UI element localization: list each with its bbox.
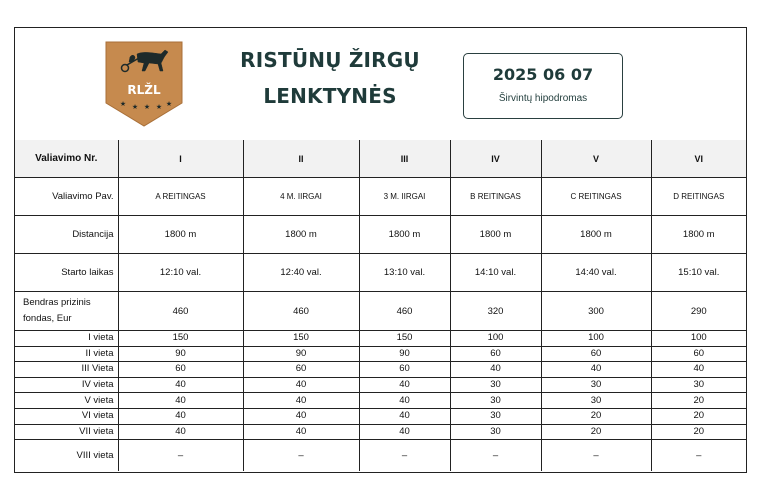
harness-racing-logo (105, 41, 183, 127)
table-row-start-time (15, 254, 746, 292)
sheet-header (15, 28, 746, 141)
table-cell: 20 (651, 393, 746, 409)
table-cell: 12:40 val. (243, 254, 359, 292)
table-cell: 90 (359, 346, 450, 362)
logo-text: RLŽL (127, 83, 161, 97)
table-row-place-6 (15, 408, 746, 424)
table-cell: – (118, 440, 243, 472)
column-header: V (541, 140, 651, 178)
event-date: 2025 06 07 (492, 65, 594, 84)
table-cell: 40 (118, 393, 243, 409)
table-row-race-name (15, 178, 746, 216)
table-cell: 40 (243, 377, 359, 393)
table-row-place-5 (15, 393, 746, 409)
table-header-row (15, 140, 746, 178)
table-cell: 30 (450, 408, 541, 424)
table-cell: 1800 m (541, 216, 651, 254)
table-row-place-8 (15, 440, 746, 472)
column-header: VI (651, 140, 746, 178)
table-cell: – (651, 440, 746, 472)
table-cell: 90 (243, 346, 359, 362)
table-cell: A REITINGAS (118, 178, 243, 216)
svg-text:★: ★ (131, 103, 139, 111)
table-cell: C REITINGAS (541, 178, 651, 216)
row-label: I vieta (15, 331, 118, 347)
table-cell: 15:10 val. (651, 254, 746, 292)
table-cell: 460 (243, 292, 359, 331)
table-cell: – (450, 440, 541, 472)
table-cell: 40 (359, 424, 450, 440)
table-cell: – (243, 440, 359, 472)
table-row-prize-fund (15, 292, 746, 331)
table-cell: 1800 m (651, 216, 746, 254)
table-cell: 40 (359, 393, 450, 409)
table-cell: 20 (651, 408, 746, 424)
row-label: V vieta (15, 393, 118, 409)
column-header: I (118, 140, 243, 178)
table-cell: 30 (450, 393, 541, 409)
table-cell: 30 (541, 377, 651, 393)
table-cell: 4 M. IIRGAI (243, 178, 359, 216)
table-row-place-2 (15, 346, 746, 362)
table-cell: 14:10 val. (450, 254, 541, 292)
table-cell: B REITINGAS (450, 178, 541, 216)
table-cell: 40 (450, 362, 541, 378)
table-row-place-4 (15, 377, 746, 393)
row-label: III Vieta (15, 362, 118, 378)
row-label: VII vieta (15, 424, 118, 440)
table-cell: 100 (651, 331, 746, 347)
table-row-place-7 (15, 424, 746, 440)
table-cell: 290 (651, 292, 746, 331)
table-cell: – (359, 440, 450, 472)
table-cell: 40 (118, 424, 243, 440)
table-cell: 150 (359, 331, 450, 347)
table-cell: 90 (118, 346, 243, 362)
table-cell: 40 (243, 424, 359, 440)
table-cell: 30 (450, 424, 541, 440)
row-label: Starto laikas (15, 254, 118, 292)
event-title (220, 42, 440, 114)
event-venue: Širvintų hipodromas (498, 93, 588, 104)
table-cell: 40 (359, 377, 450, 393)
table-cell: 20 (541, 424, 651, 440)
table-row-place-1 (15, 331, 746, 347)
race-schedule-table (15, 140, 746, 471)
svg-text:★: ★ (119, 100, 127, 108)
table-cell: 100 (541, 331, 651, 347)
table-cell: 60 (541, 346, 651, 362)
svg-text:★: ★ (165, 100, 173, 108)
table-cell: 40 (243, 393, 359, 409)
race-sheet (14, 27, 747, 473)
table-cell: 60 (243, 362, 359, 378)
table-cell: 40 (118, 408, 243, 424)
table-cell: 60 (118, 362, 243, 378)
row-label-line: fondas, Eur (23, 313, 72, 324)
table-cell: 460 (118, 292, 243, 331)
table-cell: 40 (359, 408, 450, 424)
column-header: III (359, 140, 450, 178)
table-cell: 460 (359, 292, 450, 331)
table-cell: 60 (651, 346, 746, 362)
table-cell: 40 (651, 362, 746, 378)
table-cell: 3 M. IIRGAI (359, 178, 450, 216)
table-cell: 40 (243, 408, 359, 424)
row-label (15, 292, 118, 331)
table-cell: 300 (541, 292, 651, 331)
table-cell: 1800 m (118, 216, 243, 254)
table-cell: 60 (359, 362, 450, 378)
column-header: II (243, 140, 359, 178)
title-line-1: RISTŪNŲ ŽIRGŲ (240, 48, 420, 72)
table-cell: 320 (450, 292, 541, 331)
table-cell: 1800 m (359, 216, 450, 254)
table-cell: 1800 m (450, 216, 541, 254)
table-cell: 1800 m (243, 216, 359, 254)
table-cell: 13:10 val. (359, 254, 450, 292)
table-cell: 30 (651, 377, 746, 393)
table-cell: 60 (450, 346, 541, 362)
title-line-2: LENKTYNĖS (263, 84, 397, 108)
table-cell: 20 (651, 424, 746, 440)
row-label: Valiavimo Pav. (15, 178, 118, 216)
corner-header: Valiavimo Nr. (15, 140, 118, 178)
row-label: VIII vieta (15, 440, 118, 472)
table-cell: 30 (450, 377, 541, 393)
table-cell: 20 (541, 408, 651, 424)
table-cell: 30 (541, 393, 651, 409)
table-cell: 100 (450, 331, 541, 347)
row-label: Distancija (15, 216, 118, 254)
table-cell: 150 (118, 331, 243, 347)
table-cell: 40 (541, 362, 651, 378)
column-header: IV (450, 140, 541, 178)
table-row-distance (15, 216, 746, 254)
table-cell: D REITINGAS (651, 178, 746, 216)
event-date-box (463, 53, 623, 119)
svg-text:★: ★ (155, 103, 163, 111)
table-cell: – (541, 440, 651, 472)
svg-text:★: ★ (143, 103, 151, 111)
row-label: II vieta (15, 346, 118, 362)
table-cell: 40 (118, 377, 243, 393)
table-cell: 12:10 val. (118, 254, 243, 292)
row-label: IV vieta (15, 377, 118, 393)
table-row-place-3 (15, 362, 746, 378)
row-label-line: Bendras prizinis (23, 297, 91, 308)
table-cell: 150 (243, 331, 359, 347)
table-cell: 14:40 val. (541, 254, 651, 292)
row-label: VI vieta (15, 408, 118, 424)
